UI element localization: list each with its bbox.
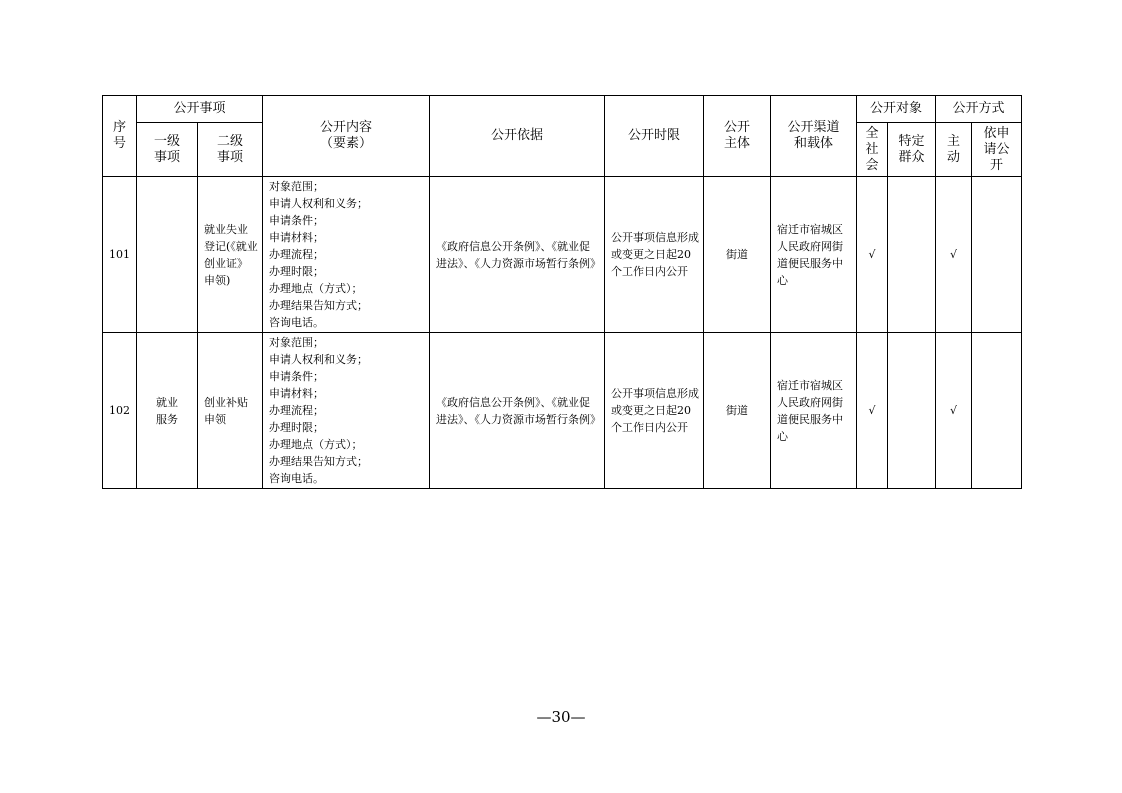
header-content: 公开内容 （要素） [263, 96, 430, 177]
check-mark: √ [857, 177, 888, 333]
row-level1: 就业服务 [137, 333, 198, 489]
row-content: 对象范围； 申请人权利和义务； 申请条件； 申请材料； 办理流程； 办理时限； 办理地点（方式）； 办理结果告知方式； 咨询电话。 [263, 177, 430, 333]
row-level2: 创业补贴申领 [198, 333, 263, 489]
header-level2: 二级 事项 [198, 123, 263, 177]
row-level2: 就业失业登记(《就业创业证》申领) [198, 177, 263, 333]
header-seq: 序 号 [103, 96, 137, 177]
row-channel: 宿迁市宿城区人民政府网街道便民服务中心 [771, 333, 857, 489]
header-basis: 公开依据 [430, 96, 605, 177]
row-content: 对象范围； 申请人权利和义务； 申请条件； 申请材料； 办理流程； 办理时限； 办理地点（方式）； 办理结果告知方式； 咨询电话。 [263, 333, 430, 489]
row-seq: 102 [103, 333, 137, 489]
page-number: —30— [536, 708, 586, 726]
row-channel: 宿迁市宿城区人民政府网街道便民服务中心 [771, 177, 857, 333]
row-subject: 街道 [704, 333, 771, 489]
header-on-request: 依申 请公 开 [972, 123, 1022, 177]
header-target: 公开对象 [857, 96, 936, 123]
table-row [103, 333, 1022, 489]
header-active: 主 动 [936, 123, 972, 177]
header-whole-society: 全 社 会 [857, 123, 888, 177]
row-specific-group [888, 333, 936, 489]
row-on-request [972, 177, 1022, 333]
table-row [103, 177, 1022, 333]
row-basis: 《政府信息公开条例》、《就业促进法》、《人力资源市场暂行条例》 [430, 177, 605, 333]
header-channel: 公开渠道 和载体 [771, 96, 857, 177]
header-public-items: 公开事项 [137, 96, 263, 123]
header-subject: 公开 主体 [704, 96, 771, 177]
row-time-limit: 公开事项信息形成或变更之日起20 个工作日内公开 [605, 177, 704, 333]
row-time-limit: 公开事项信息形成或变更之日起20 个工作日内公开 [605, 333, 704, 489]
header-time-limit: 公开时限 [605, 96, 704, 177]
row-basis: 《政府信息公开条例》、《就业促进法》、《人力资源市场暂行条例》 [430, 333, 605, 489]
row-on-request [972, 333, 1022, 489]
disclosure-table [102, 95, 1022, 489]
check-mark: √ [936, 333, 972, 489]
check-mark: √ [857, 333, 888, 489]
header-method: 公开方式 [936, 96, 1022, 123]
header-level1: 一级 事项 [137, 123, 198, 177]
header-specific-group: 特定 群众 [888, 123, 936, 177]
row-specific-group [888, 177, 936, 333]
row-level1 [137, 177, 198, 333]
row-subject: 街道 [704, 177, 771, 333]
row-seq: 101 [103, 177, 137, 333]
check-mark: √ [936, 177, 972, 333]
